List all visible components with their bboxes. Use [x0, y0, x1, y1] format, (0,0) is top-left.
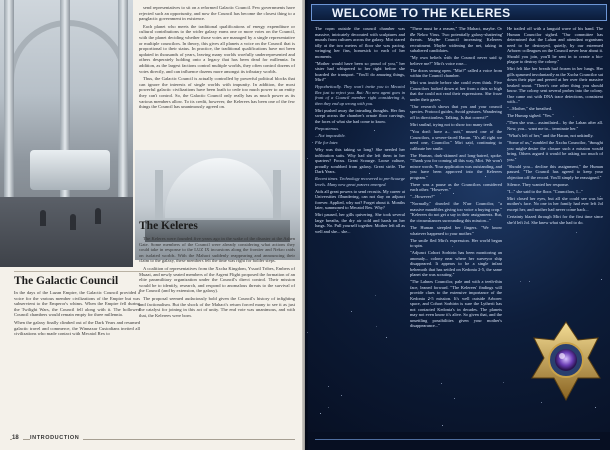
- story-paragraph: Miri was inside before she could even think. Five Councilors looked down at her from a dais so high that the could not read their expressions. She froze under their gazes.: [410, 80, 502, 102]
- star-decoration: [601, 279, 602, 280]
- star-decoration: [454, 398, 455, 399]
- star-decoration: [320, 413, 321, 414]
- star-decoration: [503, 382, 504, 383]
- story-paragraph: The smile fled Miri's expression. Her world began to spin.: [410, 237, 502, 249]
- story-paragraph: "Adjunct Cohort Sorhirin has been monitoring an anomaly... colony near where her surveyor ship disappeared. It appears to be a single infant behemoth that has settled on Kedonia 2-5, the same planet she was scouting.": [410, 250, 502, 278]
- story-paragraph: "My own beliefs with the Council never said to believe me?" Miri's voice rose...: [410, 55, 502, 66]
- star-decoration: [441, 383, 442, 384]
- right-footer: [305, 432, 610, 450]
- story-column-3: [507, 26, 603, 227]
- story-paragraph: The Human steepled her fingers. "We know whatever happened to your mother.": [410, 225, 502, 236]
- body-paragraph: The proposal seemed audaciously bold given the Council's history of infighting and factionalism. But the shock of the Mahact's return forced many to see it as just the catalyst for joining in this act of unity. The end vote was unanimous, and with that, the Kelerees were born.: [139, 295, 295, 318]
- story-paragraph: "Mother would have been so proud of you," her sister had whispered to her right before she boarded the transport. "You'll do amazing things, Miri!": [315, 60, 405, 83]
- story-paragraph: "What's left of her," and the Hacan, not unkindly.: [507, 132, 594, 138]
- intro-paragraph: Each planet who meets the traditional qualifications of energy expenditure or cultural contributions to the wider galaxy earns one or more votes on the Council, with the planet deciding whether those votes are managed by a single representative or multiple councilors. In theory, this gives all planets a voice on the Council that is proportional to their status. In practice, the traditional qualifications have not been updated in thousands of years, leaving many worlds woefully underrepresented and others desperately holding onto a legacy that has been dead for millennia. In addition, as the largest factions control multiple worlds, they often control dozens of votes directly, and can influence dozens more amongst its tributary worlds.: [139, 23, 295, 74]
- story-paragraph: Silence. They wanted her response.: [507, 181, 570, 187]
- story-paragraph: "...However?": [410, 194, 435, 200]
- story-paragraph: ...Not impossible.: [315, 132, 346, 138]
- story-paragraph: "Some of us," rumbled the Xxcha Councilor, "thought you might desire the closure such a mission would bring. Others argued it would be asking too much of you.": [507, 140, 603, 162]
- running-head: INTRODUCTION: [30, 435, 83, 441]
- section-title-keleres: The Keleres: [139, 220, 198, 232]
- intro-text: [139, 5, 295, 112]
- page-gutter: [302, 0, 308, 450]
- body-paragraph: The Keleres were founded five years ago in the wake of the disaster at the Ashen Gate. Some members of the Council were already considering what actions they could take in response to the LUZ IX incursions along the frontier and Nekro raids on isolated worlds. With the Mahact suddenly reappearing and announcing their claim to the galaxy, these members felt the time was right for bolder steps.: [139, 236, 295, 264]
- story-paragraph: Aids all great powers to send recruits. My career at Universities floundering, can not stay on adjunct forever. Applied, why not? Forget about it. Months later, summoned to Mecatol Rex. Why?: [315, 188, 405, 211]
- keleres-emblem-icon: [526, 318, 606, 404]
- star-decoration: [453, 22, 454, 23]
- story-paragraph: "I..." she said to the floor. "Councilors, I...": [507, 188, 583, 194]
- star-decoration: [328, 407, 329, 408]
- story-paragraph: The room outside the council chamber was massive, intricately decorated with sculptures and murals from cultures across the galaxy. Miri stared idly at the two meters of floor she was pacing, wringing her fins, homesick to each of her moments.: [315, 26, 405, 59]
- story-paragraph: Miri smiled, trying not to show too many teeth.: [410, 121, 494, 127]
- story-paragraph: There was a pause as the Councilors considered each other. "However.": [410, 181, 502, 193]
- right-page: [305, 0, 610, 450]
- welcome-heading: WELCOME TO THE KELERES: [311, 4, 607, 21]
- story-paragraph: Miri pushed away the intruding thoughts. Her fins swept across the chamber's ornate floor carvings, the faces of what she had come to know.: [315, 107, 405, 124]
- story-paragraph: Preposterous.: [315, 125, 340, 131]
- story-paragraph: Recent times. Technology recovered to pre-Scourge levels. Many new great powers emerged.: [315, 176, 405, 187]
- story-paragraph: "You don't have a... suit," mused one of the Councilors, a severe-faced Hacan. "It's all right we need one, Councilor." Miri said, continuing to calibrate her smile.: [410, 129, 502, 151]
- story-paragraph: "...Mother," she breathed.: [507, 106, 552, 112]
- story-paragraph: "Our research shows that you and your council species. Protocol guides, Avoid gestures. Wandering off in directionless. Talking. Is that correct?": [410, 103, 502, 120]
- star-decoration: [595, 407, 596, 408]
- body-paragraph: In the days of the Luzan Empire, the Galactic Council provided a voice for the various member civilizations of the Empire but was subservient to the Emperor's whims. When the Empire fell during the Twilight Wars, the Council fell along with it. The hollowed Council chambers would remain empty for three millennia.: [14, 290, 140, 318]
- star-decoration: [328, 386, 329, 387]
- story-paragraph: Hypothetically. They won't invite you to Mecatol Rex just to reject you. But: No new agent goes in front of a Council member right considering it, then they end up wrong with you.: [315, 84, 405, 106]
- star-decoration: [376, 326, 377, 327]
- story-paragraph: Certainty blazed through Miri for the first time since she'd left Jol. She knew what she had to do.: [507, 214, 603, 225]
- section-title-galactic-council: The Galactic Council: [14, 271, 174, 287]
- council-chamber-illustration: [0, 0, 133, 267]
- story-column-1: [315, 26, 405, 236]
- story-paragraph: The doors swung open. "Miri?" called a voice from within the Council chamber.: [410, 67, 502, 79]
- intro-paragraph: Thus, the Galactic Council is actually controlled by powerful political blocks that can ignore the interests of single worlds with impunity. In addition, the most powerful galactic civilizations have been loath to cede too much power to an entity they can't control. So, the Galactic Council only really has as much power as its various members allow. To its credit, however, the Kelerees has been one of the few things the Council has unanimously agreed on.: [139, 76, 295, 110]
- star-decoration: [502, 33, 503, 34]
- star-decoration: [442, 425, 443, 426]
- story-paragraph: "Then she was... assimilated... by the Lahan after all. Now, you... want me to... terminate her.": [507, 120, 603, 131]
- star-decoration: [386, 337, 387, 338]
- story-paragraph: "Should you... decline this assignment," the Human paused. "The Council has agreed to keep your objection off the record. You'll simply be reassigned.": [507, 163, 603, 180]
- story-column-2: [410, 26, 502, 330]
- star-decoration: [520, 281, 521, 282]
- story-paragraph: Why was this taking so long? She needed her infiltration suits. Why had she left them in her quarters? Focus. Great Scourge. Loose culture, proudly scrubbed from galaxy. Great strife. The Dark Years.: [315, 147, 405, 175]
- story-paragraph: "There must be a reason," The Mahact, maybe. Or the Nekro Virus. Two potentially galaxy-shattering threats. Maybe Council increasing Kelerees recruitment. Maybe widening the net, taking in subaltered candidates.: [410, 26, 502, 53]
- story-paragraph: "The Lahnes Councilor, pale and with a teeth-thin face, leaned forward. "The Kelerees' findings will provide clues to the extensive importance of the Kedonia 2-5 mission. It's well outside Arborec space, and Cohort Sorhirin is sure the Lytherii has not contacted Kedonia's in decades. The planets may not even know it's alive. So given that, and the unsettling possibilities given your mother's disappearance...": [410, 279, 502, 329]
- star-decoration: [576, 232, 577, 233]
- star-decoration: [312, 142, 313, 143]
- star-decoration: [375, 295, 376, 296]
- page-number: 18: [12, 435, 23, 441]
- story-paragraph: Miri closed her eyes, but all she could see was her mother's face. No one in her family had ever left Jol except her, and mother had never come back...: [507, 195, 603, 212]
- story-paragraph: The Human, dark-skinned and long-haired, spoke. "Thank you for coming all this way, Miri. We won't mince words. Your application was outstanding, and you have been approved into the Kelerees program.": [410, 152, 502, 180]
- story-paragraph: File for later.: [315, 140, 339, 146]
- star-decoration: [529, 281, 530, 282]
- star-decoration: [351, 311, 352, 312]
- intro-paragraph: send representatives to sit on a reformed Galactic Council. Few governments have rejected such an opportunity, and now the Council has become the closest thing to a panglactic government in existence.: [139, 5, 295, 22]
- galactic-council-body: [14, 290, 140, 339]
- left-footer: [0, 432, 305, 450]
- body-paragraph: A coalition of representatives from the Xxcha Kingdom, Yssaril Tribes, Embers of Muaat, and newly seated members of the Argent Flight proposed the formation of an elite paramilitary organization under the Council's direct control. Their mission would be to identify, research, and respond to anomalous threats to the survival of the Council (and by extension, the galaxy).: [139, 265, 295, 294]
- story-paragraph: Miri paused, her gills quivering. She took several large breaths, the dry air cold and harsh on her lungs. No. Pull yourself together. Mother left all as well and she... she...: [315, 212, 405, 234]
- keleres-body: [139, 236, 295, 320]
- star-decoration: [341, 395, 342, 396]
- story-paragraph: "Normally," drawled the N'arr Councilor, "a massive mandibles giving too voice a buying crop." "Kelerees do not get a say in their assignments. But, the circumstances surrounding this mission...": [410, 201, 502, 223]
- story-paragraph: The Human sighed. "Yes.": [507, 113, 554, 119]
- story-paragraph: He trailed off with a languid wave of his hand. The Human Councilor sighed. "Our committee has determined that the Lahan and attendant organisms need to be destroyed, quietly, by our esteemed Arborec colleagues on the Council never hear about it. Should you join, you'll be sent in to create a bio-plague to destroy the colony.": [507, 26, 603, 64]
- body-paragraph: When the galaxy finally climbed out of the Dark Years and resumed galactic travel and commerce, the Winnaxar Custodians invited all civilizations who made contact with Mecatol Rex to: [14, 319, 140, 337]
- story-paragraph: Miri felt like her breath had frozen in her lungs. Her gills spasmed involuntarily as the Xxcha Councilor sat down their pipe and peered at her over their massive beaked snout. "There's one other thing you should know. The colony sent several probes into the colony. One came out with DNA trace detections, consistent with...": [507, 66, 603, 105]
